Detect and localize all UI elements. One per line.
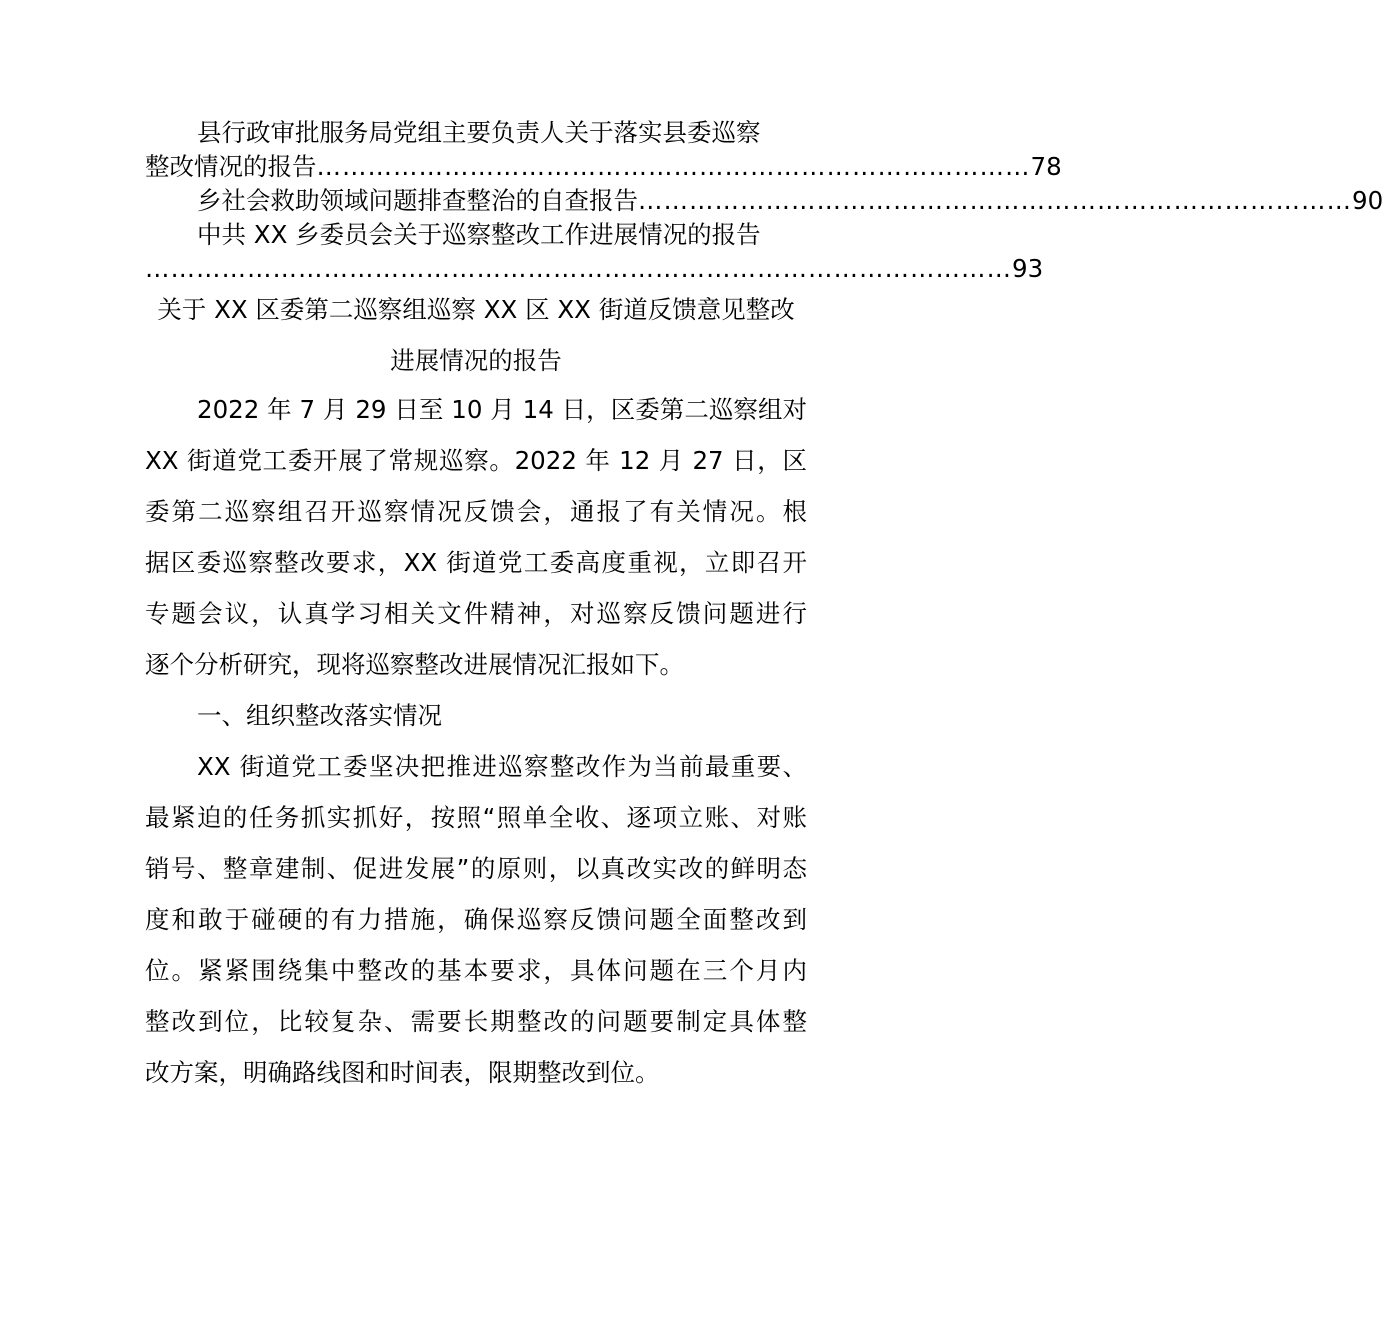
paragraph-line: 销号、整章建制、促进发展”的原则，以真改实改的鲜明态 xyxy=(145,854,807,883)
document-title-line1: 关于 XX 区委第二巡察组巡察 XX 区 XX 街道反馈意见整改 xyxy=(157,295,795,324)
paragraph-line: XX 街道党工委坚决把推进巡察整改作为当前最重要、 xyxy=(197,752,807,781)
toc-entry-2 xyxy=(145,184,1383,218)
toc-entry-title: 乡社会救助领域问题排查整治的自查报告 xyxy=(197,186,638,215)
toc-page-number: 90 xyxy=(1352,186,1383,215)
toc-leader-dots: ………………………………………………………………………………………… xyxy=(145,254,1012,283)
toc-entry-title: 县行政审批服务局党组主要负责人关于落实县委巡察 xyxy=(197,118,761,147)
toc-leader-dots: ………………………………………………………………………… xyxy=(638,186,1352,215)
toc-entry-3-line1 xyxy=(145,218,807,252)
paragraph-line: 位。紧紧围绕集中整改的基本要求，具体问题在三个月内 xyxy=(145,956,807,985)
paragraph-line: 据区委巡察整改要求，XX 街道党工委高度重视，立即召开 xyxy=(145,548,807,577)
paragraph-line: 专题会议，认真学习相关文件精神，对巡察反馈问题进行 xyxy=(145,599,807,628)
toc-entry-1-line2 xyxy=(145,150,1062,184)
toc-entry-title: 中共 XX 乡委员会关于巡察整改工作进展情况的报告 xyxy=(197,220,761,249)
paragraph-line: 委第二巡察组召开巡察情况反馈会，通报了有关情况。根 xyxy=(145,497,807,526)
toc-page-number: 78 xyxy=(1030,152,1062,181)
toc-entry-title: 整改情况的报告 xyxy=(145,152,317,181)
paragraph-line: 最紧迫的任务抓实抓好，按照“照单全收、逐项立账、对账 xyxy=(145,803,807,832)
paragraph-line: 2022 年 7 月 29 日至 10 月 14 日，区委第二巡察组对 xyxy=(197,395,807,424)
toc-entry-3-line2 xyxy=(145,252,1044,286)
section-heading-1-block xyxy=(145,690,807,741)
paragraph-line: XX 街道党工委开展了常规巡察。2022 年 12 月 27 日，区 xyxy=(145,446,807,475)
table-of-contents xyxy=(145,116,1383,286)
paragraph-1 xyxy=(145,384,807,690)
toc-page-number: 93 xyxy=(1012,254,1044,283)
paragraph-line: 整改到位，比较复杂、需要长期整改的问题要制定具体整 xyxy=(145,1007,807,1036)
paragraph-2 xyxy=(145,741,807,1098)
paragraph-line: 度和敢于碰硬的有力措施，确保巡察反馈问题全面整改到 xyxy=(145,905,807,934)
paragraph-line: 改方案，明确路线图和时间表，限期整改到位。 xyxy=(145,1058,660,1087)
document-title-line2: 进展情况的报告 xyxy=(390,346,562,375)
section-heading: 一、组织整改落实情况 xyxy=(197,701,442,730)
paragraph-line: 逐个分析研究，现将巡察整改进展情况汇报如下。 xyxy=(145,650,684,679)
toc-entry-1-line1 xyxy=(145,116,807,150)
toc-leader-dots: ………………………………………………………………………… xyxy=(316,152,1031,181)
